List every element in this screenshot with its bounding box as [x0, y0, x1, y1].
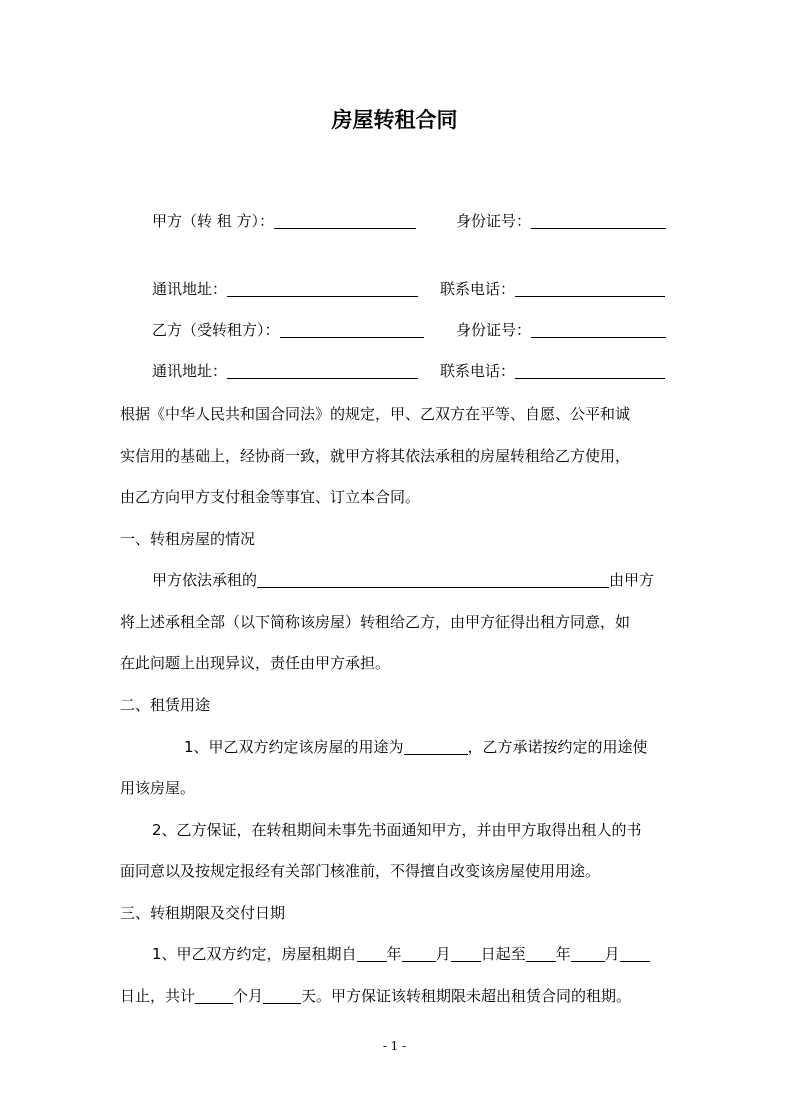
section-3-line-2	[120, 986, 631, 1006]
section-3-line-1	[152, 944, 650, 964]
party-b-id-label: 身份证号：	[456, 321, 532, 339]
preamble-line-1: 根据《中华人民共和国合同法》的规定，甲、乙双方在平等、自愿、公平和诚	[120, 405, 631, 423]
section-2-line-4: 面同意以及按规定报经有关部门核准前，不得擅自改变该房屋使用用途。	[120, 862, 601, 880]
party-a-label: 甲方（转 租 方）：	[152, 212, 275, 230]
party-b-address-row	[152, 361, 418, 381]
party-a-phone-row	[440, 279, 665, 299]
section-2-heading: 二、租赁用途	[120, 696, 211, 714]
start-day-blank	[451, 945, 481, 962]
party-a-phone-blank	[515, 280, 665, 297]
party-b-address-blank	[227, 362, 418, 379]
end-year-label: 年	[555, 945, 571, 963]
party-b-id-row	[456, 320, 666, 340]
section-1-line-2: 将上述承租全部（以下简称该房屋）转租给乙方，由甲方征得出租方同意，如	[120, 613, 631, 631]
party-b-id-blank	[531, 321, 666, 338]
s2-text-b: ，乙方承诺按约定的用途使	[467, 738, 648, 756]
s1-text-b: 由甲方	[609, 571, 655, 589]
days-blank	[263, 987, 301, 1004]
usage-blank	[404, 738, 468, 755]
party-a-address-blank	[227, 280, 418, 297]
section-2-line-2: 用该房屋。	[120, 779, 196, 797]
s3-text-b: 日止，共计	[120, 987, 196, 1005]
months-blank	[195, 987, 233, 1004]
party-b-phone-label: 联系电话：	[440, 362, 516, 380]
months-label: 个月	[233, 987, 264, 1005]
days-label: 天。甲方保证该转租期限未超出租赁合同的租期。	[301, 987, 632, 1005]
party-a-address-row	[152, 279, 418, 299]
year-label: 年	[386, 945, 402, 963]
s3-text-a: 1、甲乙双方约定，房屋租期自	[152, 945, 357, 963]
day-from-label: 日起至	[480, 945, 526, 963]
s2-text-a: 1、甲乙双方约定该房屋的用途为	[184, 738, 404, 756]
month-label: 月	[435, 945, 451, 963]
premises-blank	[257, 571, 609, 588]
section-2-line-1	[184, 737, 648, 757]
party-a-row	[152, 211, 416, 231]
page-number: - 1 -	[382, 1039, 407, 1053]
s1-text-a: 甲方依法承租的	[152, 571, 258, 589]
party-b-phone-row	[440, 361, 665, 381]
preamble-line-3: 由乙方向甲方支付租金等事宜、订立本合同。	[120, 488, 421, 506]
end-month-blank	[571, 945, 605, 962]
section-1-line-1	[152, 570, 654, 590]
party-b-address-label: 通讯地址：	[152, 362, 228, 380]
party-a-id-label: 身份证号：	[456, 212, 532, 230]
party-b-label: 乙方（受转租方）：	[152, 321, 280, 339]
start-year-blank	[357, 945, 387, 962]
party-a-name-blank	[274, 212, 416, 229]
party-a-id-row	[456, 211, 666, 231]
party-a-address-label: 通讯地址：	[152, 280, 228, 298]
end-day-blank	[620, 945, 650, 962]
preamble-line-2: 实信用的基础上，经协商一致，就甲方将其依法承租的房屋转租给乙方使用，	[120, 447, 631, 465]
party-b-phone-blank	[515, 362, 665, 379]
section-2-line-3: 2、乙方保证，在转租期间未事先书面通知甲方，并由甲方取得出租人的书	[152, 821, 642, 839]
document-title: 房屋转租合同	[331, 107, 458, 132]
party-a-phone-label: 联系电话：	[440, 280, 516, 298]
end-year-blank	[526, 945, 556, 962]
party-a-id-blank	[531, 212, 666, 229]
start-month-blank	[402, 945, 436, 962]
party-b-name-blank	[280, 321, 424, 338]
section-1-heading: 一、转租房屋的情况	[120, 530, 256, 548]
section-1-line-3: 在此问题上出现异议，责任由甲方承担。	[120, 654, 391, 672]
end-month-label: 月	[604, 945, 620, 963]
party-b-row	[152, 320, 424, 340]
section-3-heading: 三、转租期限及交付日期	[120, 904, 286, 922]
